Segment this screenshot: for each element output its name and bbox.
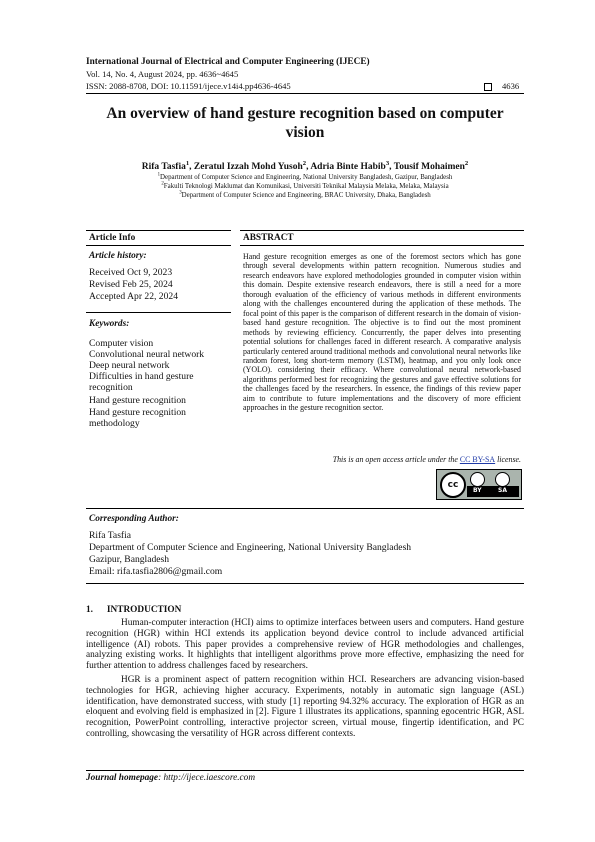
journal-homepage xyxy=(86,773,255,783)
author-list: Rifa Tasfia$^1$, Zeratul Izzah Mohd Yusoh$^2$, Adria Binte Habib$^3$, Tousif Mohaimen$^2$ xyxy=(141,159,469,172)
corresponding-bottom-rule xyxy=(86,583,524,584)
author-name: Rifa Tasfia xyxy=(141,162,186,172)
author-sup: 2 xyxy=(464,159,469,167)
header-rule xyxy=(86,93,524,94)
article-history-heading: Article history: xyxy=(89,251,147,261)
section-heading: 1. INTRODUCTION xyxy=(86,605,182,615)
abstract-heading: ABSTRACT xyxy=(243,233,294,243)
badge-sa-label: SA xyxy=(498,487,507,494)
history-accepted: Accepted Apr 22, 2024 xyxy=(89,291,178,302)
title-line-1: An overview of hand gesture recognition based on computer xyxy=(106,105,504,122)
paper-title xyxy=(86,104,524,142)
cc-license-badge[interactable] xyxy=(436,469,522,500)
affiliation-3: $^3$Department of Computer Science and Engineering, BRAC University, Dhaka, Bangladesh xyxy=(179,190,431,199)
article-info-heading: Article Info xyxy=(89,233,136,243)
keyword-item: Convolutional neural network xyxy=(89,349,205,360)
keyword-item: Hand gesture recognition xyxy=(89,395,186,406)
page-number: 4636 xyxy=(502,81,520,91)
author-name: Adria Binte Habib xyxy=(310,162,386,172)
corresponding-email: Email: rifa.tasfia2806@gmail.com xyxy=(89,566,223,577)
keywords-heading: Keywords: xyxy=(89,319,130,329)
author-sup: 3 xyxy=(385,159,390,167)
corresponding-name: Rifa Tasfia xyxy=(89,530,132,541)
keyword-item: Hand gesture recognition xyxy=(89,407,186,418)
keyword-item: recognition xyxy=(89,382,133,393)
share-alike-icon xyxy=(495,472,510,487)
author-sup: 1 xyxy=(185,159,190,167)
corresponding-city: Gazipur, Bangladesh xyxy=(89,554,170,565)
abstract-heading-rule xyxy=(240,245,524,246)
keyword-item: Difficulties in hand gesture xyxy=(89,371,194,382)
badge-by-label: BY xyxy=(473,487,482,494)
keyword-item: Computer vision xyxy=(89,338,154,349)
abstract-top-rule xyxy=(240,230,524,231)
affiliation-2: $^2$Fakulti Teknologi Maklumat dan Komunikasi, Universiti Teknikal Malaysia Melaka, Melaka, Malaysia xyxy=(161,181,449,190)
intro-paragraph-1: Human-computer interaction (HCI) aims to optimize interfaces between users and computers. Hand gesture recognition (HGR) within HCI extends its application beyond device control to include advanced artificial intelligence (AI) robots. This paper provides a comprehensive review of HGR methodologies and challenges, analyzing existing works. It highlights that intelligent algorithms prove more effective, emphasizing the need for further attention to address challenges faced by researchers. xyxy=(86,618,524,672)
corresponding-heading: Corresponding Author: xyxy=(89,514,179,524)
affiliation-1: $^1$Department of Computer Science and Engineering, National University Bangladesh, Gazipur, Bangladesh xyxy=(157,172,453,181)
journal-volume: Vol. 14, No. 4, August 2024, pp. 4636~4645 xyxy=(86,69,239,79)
title-line-2: vision xyxy=(285,124,325,141)
keyword-item: methodology xyxy=(89,418,140,429)
homepage-url[interactable]: : http://ijece.iaescore.com xyxy=(158,773,256,783)
history-received: Received Oct 9, 2023 xyxy=(89,267,173,278)
open-access-note: This is an open access article under the CC BY-SA license. xyxy=(332,455,521,464)
keyword-item: Deep neural network xyxy=(89,360,170,371)
author-name: Tousif Mohaimen xyxy=(393,162,465,172)
intro-paragraph-2: HGR is a prominent aspect of pattern recognition within HCI. Researchers are advancing vision-based technologies for HGR, achieving higher accuracy. Experiments, notably in automatic sign language (ASL) identification, have demonstrated success, with study [1] reporting 94.32% accuracy. The exploration of HGR as an eloquent and evolving field is emphasized in [2]. Figure 1 illustrates its applications, spanning egocentric HGR, ASL recognition, PowerPoint controlling, interactive projector screen, virtual mouse, fingertip identification, and PC controlling, showcasing the versatility of HGR across different contexts. xyxy=(86,675,524,739)
attribution-icon xyxy=(470,472,485,487)
info-top-rule xyxy=(86,230,231,231)
journal-name: International Journal of Electrical and Computer Engineering (IJECE) xyxy=(86,57,370,67)
abstract-text: Hand gesture recognition emerges as one of the foremost sectors which has gone through several developments within pattern recognition. Numerous studies and research endeavors have explored methodologies grounded in computer vision within this domain. Despite extensive research endeavors, there is still a need for a more thorough evaluation of the efficiency of various methods in different environments along with the challenges encountered during the application of these methods. The focal point of this paper is the comparison of different research in the domain of vision-based hand gesture recognition. The objective is to find out the most prominent methods by reviewing efficiency. Concurrently, the paper delves into presenting potential solutions for challenges faced in different research. A comparative analysis particularly centered around traditional methods and convolutional neural networks like random forest, long short-term memory (LSTM), heatmap, and you only look once (YOLO). considering their efficacy. Where convolutional neural network-based algorithms performed best for recognizing the gestures and gave effective solutions for the challenges faced by the researchers. In essence, the findings of this review paper aim to contribute to future implementations and the discovery of more efficient approaches in the gesture recognition sector. xyxy=(243,252,521,413)
author-sup: 2 xyxy=(302,159,307,167)
footer-rule xyxy=(86,770,524,771)
author-name: Zeratul Izzah Mohd Yusoh xyxy=(193,162,303,172)
corresponding-dept: Department of Computer Science and Engineering, National University Bangladesh xyxy=(89,542,412,553)
homepage-label: Journal homepage xyxy=(86,773,159,783)
cc-logo-icon: cc xyxy=(440,472,466,498)
license-link[interactable]: CC BY-SA xyxy=(459,455,496,464)
history-revised: Revised Feb 25, 2024 xyxy=(89,279,173,290)
info-heading-rule xyxy=(86,245,231,246)
page-marker-icon xyxy=(484,83,492,91)
keywords-rule xyxy=(86,312,231,313)
journal-issn-doi: ISSN: 2088-8708, DOI: 10.11591/ijece.v14i4.pp4636-4645 xyxy=(86,81,291,91)
corresponding-rule xyxy=(86,508,524,509)
